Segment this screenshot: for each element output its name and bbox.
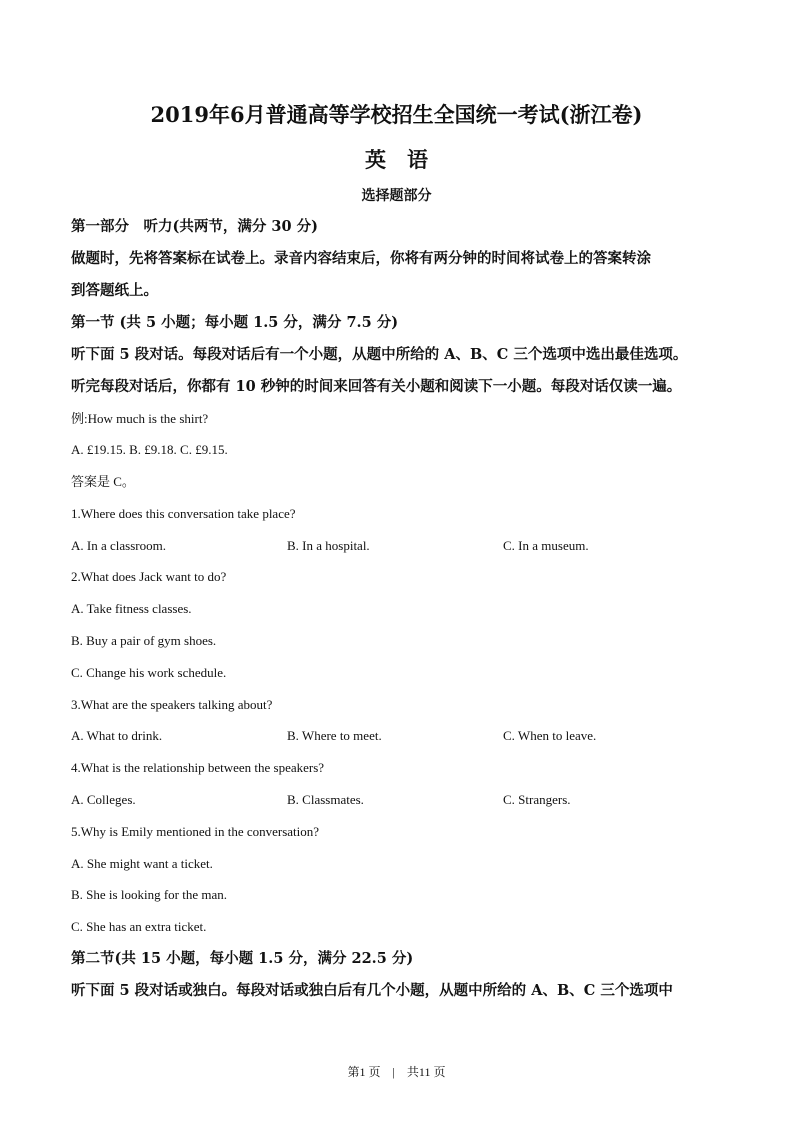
question-5-option-b: B. She is looking for the man. [71,887,227,902]
example-options: A. £19.15. B. £9.18. C. £9.15. [71,442,228,457]
example-question: 例:How much is the shirt? [71,411,209,426]
question-1-option-a: A. In a classroom. [71,538,166,553]
exam-title: 2019年6月普通高等学校招生全国统一考试(浙江卷) [150,102,643,127]
question-2-option-b: B. Buy a pair of gym shoes. [71,633,217,648]
question-2: 2.What does Jack want to do? [71,569,227,584]
question-2-option-a: A. Take fitness classes. [71,601,192,616]
subsection2-heading: 第二节(共 15 小题，每小题 1.5 分，满分 22.5 分) [71,950,414,967]
question-3-option-b: B. Where to meet. [287,728,382,743]
question-3-option-a: A. What to drink. [71,728,163,743]
question-1-option-b: B. In a hospital. [287,538,370,553]
page-footer: 第1 页 | 共11 页 [347,1065,446,1079]
question-1-option-c: C. In a museum. [503,538,589,553]
subject-title: 英 语 [365,147,428,172]
question-1: 1.Where does this conversation take place? [71,506,296,521]
section1-instruction-line2: 到答题纸上。 [71,282,158,299]
question-3-option-c: C. When to leave. [503,728,597,743]
question-5: 5.Why is Emily mentioned in the conversation? [71,824,320,839]
question-4-option-b: B. Classmates. [287,792,364,807]
subsection1-instruction-line1: 听下面 5 段对话。每段对话后有一个小题，从题中所给的 A、B、C 三个选项中选出最佳选项。 [71,346,688,363]
subsection2-instruction-line1: 听下面 5 段对话或独白。每段对话或独白后有几个小题，从题中所给的 A、B、C 三个选项中 [71,982,673,999]
section1-instruction-line1: 做题时，先将答案标在试卷上。录音内容结束后，你将有两分钟的时间将试卷上的答案转涂 [71,250,651,267]
section1-heading: 第一部分 听力(共两节，满分 30 分) [71,218,318,235]
question-3: 3.What are the speakers talking about? [71,697,273,712]
question-4: 4.What is the relationship between the speakers? [71,760,325,775]
example-answer: 答案是 C。 [71,474,135,489]
question-4-option-a: A. Colleges. [71,792,136,807]
question-5-option-c: C. She has an extra ticket. [71,919,207,934]
subsection1-instruction-line2: 听完每段对话后，你都有 10 秒钟的时间来回答有关小题和阅读下一小题。每段对话仅读一遍。 [71,378,682,395]
subsection1-heading: 第一节 (共 5 小题；每小题 1.5 分，满分 7.5 分) [71,314,399,331]
part-title: 选择题部分 [361,188,432,204]
question-4-option-c: C. Strangers. [503,792,571,807]
question-5-option-a: A. She might want a ticket. [71,856,213,871]
question-2-option-c: C. Change his work schedule. [71,665,227,680]
